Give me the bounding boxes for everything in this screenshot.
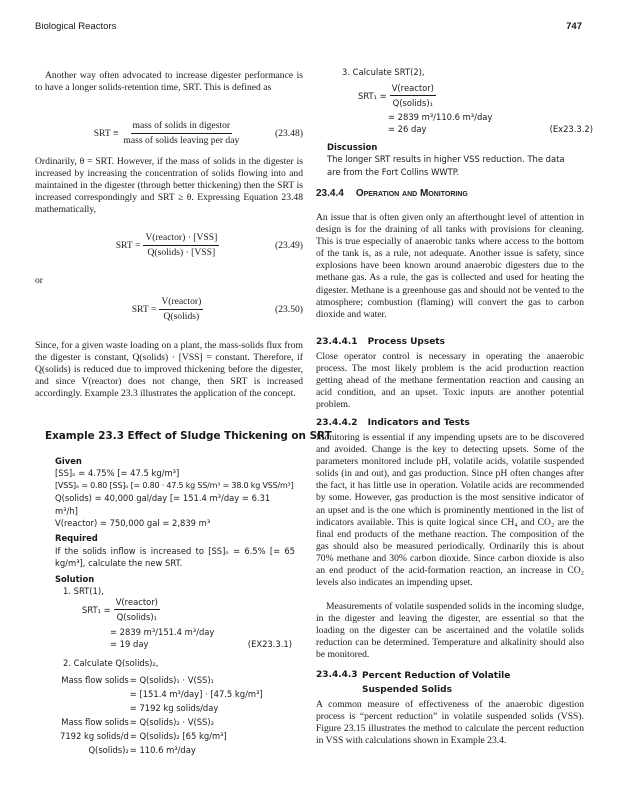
- section-heading-23-4-4-3: [316, 669, 584, 697]
- example-given: [55, 455, 295, 597]
- calc-lhs: 7192 kg solids/d: [60, 730, 129, 741]
- calc-row: [60, 730, 263, 744]
- calc-lhs: [60, 702, 130, 716]
- eq-denominator: Q(solids)₁: [392, 98, 433, 109]
- eq-lhs: SRT ≡: [93, 127, 119, 139]
- given-line: Q(solids) = 40,000 gal/day [= 151.4 m³/day = 6.31 m³/h]: [55, 493, 271, 516]
- eq-result: = 19 day: [110, 639, 149, 650]
- calc-table: [60, 674, 263, 757]
- calc-rhs: = Q(solids)₂ · V(SS)₂: [129, 716, 214, 727]
- equation-number: (EX23.3.1): [247, 639, 292, 650]
- eq-lhs: SRT =: [115, 239, 141, 251]
- calc-row: [60, 674, 263, 688]
- paragraph-measurements: Measurements of volatile suspended solids in the incoming sludge, in the digester and leaving the digester, are essential so that the loading on the digester can be ascertained and the volatile solids reduction can be determined. Temperature and alkalinity should also be monitored.: [316, 601, 584, 661]
- equation-number: (23.49): [275, 239, 303, 251]
- section-heading-23-4-4-2: [316, 417, 470, 429]
- given-label: Given: [55, 456, 82, 466]
- calc-row: [60, 744, 263, 758]
- section-number: 23.4.4.1: [316, 337, 358, 347]
- required-label: Required: [55, 533, 98, 544]
- calc-row: [60, 702, 263, 716]
- equation-number: (23.48): [275, 127, 303, 139]
- calc-rhs: = 7192 kg solids/day: [129, 702, 219, 713]
- page-number: 747: [566, 21, 582, 32]
- calc-rhs: = Q(solids)₂ [65 kg/m³]: [129, 730, 227, 741]
- eq-denominator: mass of solids leaving per day: [123, 135, 240, 147]
- eq-result: = 26 day: [388, 124, 427, 135]
- running-title: Biological Reactors: [35, 21, 117, 32]
- section-number: 23.4.4.2: [316, 418, 358, 428]
- calc-lhs: [60, 688, 130, 702]
- given-line: [SS]ₒ = 4.75% [= 47.5 kg/m³]: [55, 468, 180, 479]
- discussion-label: Discussion: [327, 142, 378, 152]
- step-3-equation: [358, 82, 593, 136]
- equation-23-48: [35, 120, 303, 147]
- eq-line: = 2839 m³/110.6 m³/day: [388, 111, 493, 122]
- section-title: Process Upsets: [367, 337, 445, 347]
- calc-lhs: Mass flow solids: [61, 675, 129, 685]
- section-number: 23.4.4.3: [316, 670, 358, 680]
- eq-numerator: V(reactor): [159, 296, 203, 310]
- given-line: [VSS]ₒ = 0.80 [SS]ₒ [= 0.80 · 47.5 kg SS/m³ = 38.0 kg VSS/m³]: [55, 480, 294, 490]
- calc-rhs: = 110.6 m³/day: [129, 744, 196, 755]
- eq-denominator: Q(solids) · [VSS]: [147, 247, 216, 259]
- paragraph-process-upsets: Close operator control is necessary in operating the anaerobic process. The most likely problem is the acid production reaction getting ahead of the methane fermentation reaction and causing an acid condition, and an upset. Toxic inputs are another potential problem.: [316, 351, 584, 411]
- calc-rhs: = [151.4 m³/day] · [47.5 kg/m³]: [129, 688, 263, 699]
- section-title: Percent Reduction of Volatile Suspended Solids: [362, 671, 511, 695]
- section-heading-23-4-4-1: [316, 336, 445, 348]
- required-text: If the solids inflow is increased to [SS]ₒ = 6.5% [= 65 kg/m³], calculate the new SRT.: [55, 545, 295, 569]
- paragraph-ordinarily: Ordinarily, θ = SRT. However, if the mass of solids in the digester is increased by increasing the concentration of solids flowing into and maintained in the digester (through better thickening) then the SRT is increased correspondingly and SRT ≥ θ. Expressing Equation 23.48 mathematically,: [35, 156, 303, 216]
- example-title: Example 23.3 Effect of Sludge Thickening on SRT: [45, 430, 332, 442]
- section-title: Operation and Monitoring: [355, 188, 468, 199]
- step-1-equation: [82, 596, 292, 651]
- calc-row: [60, 716, 263, 730]
- step-2-label: 2. Calculate Q(solids)₂,: [63, 658, 159, 668]
- given-line: V(reactor) = 750,000 gal = 2,839 m³: [55, 518, 211, 529]
- calc-row: [60, 688, 263, 702]
- eq-line: = 2839 m³/151.4 m³/day: [110, 626, 215, 637]
- paragraph-operation: An issue that is often given only an afterthought level of attention in design is for the draining of all tanks with provisions for cleaning. This is true especially of anaerobic tanks where access to the bottom of the tank is, as a rule, not adequate. Another issue is safety, since explosions have been known around anaerobic digesters due to the methane gas. As a rule, the gas is collected and used for heating the digester. Methane is a greenhouse gas and should not be vented to the atmosphere; combustion (flaming) will convert the gas to carbon dioxide and water.: [316, 212, 584, 320]
- equation-23-49: [35, 232, 303, 259]
- eq-line: [358, 123, 593, 135]
- eq-denominator: Q(solids)₁: [116, 612, 157, 623]
- section-number: 23.4.4: [316, 188, 344, 199]
- section-title: Indicators and Tests: [367, 418, 470, 428]
- eq-line: [82, 638, 292, 650]
- equation-number: (Ex23.3.2): [549, 124, 593, 135]
- step-3-label: 3. Calculate SRT(2),: [342, 67, 425, 77]
- calc-lhs: Q(solids)₂: [88, 744, 129, 755]
- eq-lhs: SRT₁ =: [358, 90, 387, 101]
- paragraph-srt-intro: Another way often advocated to increase digester performance is to have a longer solids-retention time, SRT. This is defined as: [35, 70, 303, 94]
- calc-rhs: = Q(solids)₁ · V(SS)₁: [129, 675, 214, 685]
- eq-denominator: Q(solids): [163, 311, 200, 323]
- eq-lhs: SRT =: [131, 303, 157, 315]
- eq-numerator: mass of solids in digestor: [131, 120, 233, 134]
- discussion-text: The longer SRT results in higher VSS reduction. The data are from the Fort Collins WWTP.: [327, 154, 565, 177]
- text-or: or: [35, 275, 43, 286]
- solution-label: Solution: [55, 573, 95, 584]
- section-heading-23-4-4: [316, 188, 468, 200]
- paragraph-percent-reduction: A common measure of effectiveness of the anaerobic digestion process is “percent reduction” in volatile suspended solids (VSS). Figure 23.15 illustrates the method to calculate the percent reduction in VSS with calculations shown in Example 23.4.: [316, 699, 584, 747]
- step-2-calculations: [60, 674, 300, 757]
- eq-numerator: V(reactor): [390, 82, 436, 96]
- equation-23-50: [35, 296, 303, 323]
- paragraph-indicators: Monitoring is essential if any impending upsets are to be discovered and avoided. Change is the key to detecting upsets. Some of the parameters monitored include pH, volatile acids, volatile suspended solids (in and out), and gas production. Since pH often changes after the fact, it has little use in operation. Volatile acids are recommended by some. However, gas production is the most sensitive indicator of an upset and is the one which is prominently mentioned in the list of indicators available. This is quite logical since CH₄ and CO₂ are the final end products of the methane reaction. The composition of the gas should also be measured periodically. Ordinarily this is about 70% methane and 30% carbon dioxide. Since carbon dioxide is also an end product of the acid-formation reaction, an increase in CO₂ levels also indicates an impending upset.: [316, 432, 584, 589]
- eq-numerator: V(reactor): [114, 596, 160, 610]
- equation-number: (23.50): [275, 303, 303, 315]
- step-1-label: 1. SRT(1),: [63, 586, 104, 597]
- discussion: [327, 141, 572, 178]
- calc-lhs: Mass flow solids: [61, 716, 129, 727]
- paragraph-mass-solids-flux: Since, for a given waste loading on a plant, the mass-solids flux from the digester is constant, Q(solids) · [VSS] = constant. Therefore, if Q(solids) is reduced due to improved thickening before the digester, and since V(reactor) does not change, then SRT is increased accordingly. Example 23.3 illustrates the application of the concept.: [35, 340, 303, 400]
- eq-numerator: V(reactor) · [VSS]: [143, 232, 219, 246]
- eq-lhs: SRT₁ =: [82, 604, 111, 615]
